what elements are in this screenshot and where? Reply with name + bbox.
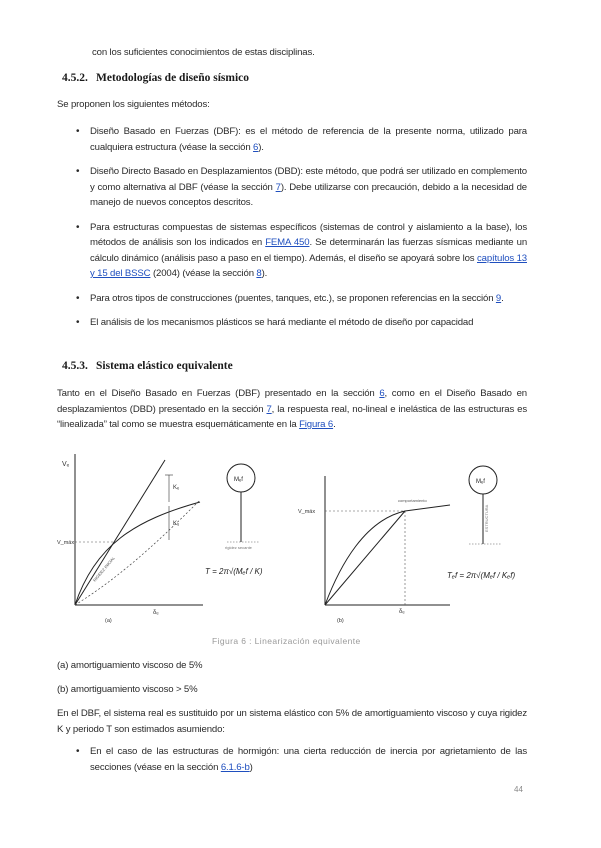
dbf-assumptions-list <box>76 744 527 775</box>
page-number: 44 <box>514 785 523 794</box>
fema-link[interactable]: FEMA 450 <box>265 237 310 248</box>
bssc-link[interactable]: capítulos 13 y 15 del BSSC <box>90 252 527 279</box>
section-link[interactable]: 9 <box>495 292 502 304</box>
section-link[interactable]: 6.1.6-b <box>220 761 250 773</box>
section-title: Metodologías de diseño sísmico <box>96 72 250 84</box>
section-link[interactable]: 7 <box>275 181 281 193</box>
formula-left: T = 2π√(Mₑf / K) <box>205 567 263 576</box>
methods-list <box>76 124 527 331</box>
ku-label: Kᵤ <box>173 521 180 527</box>
x-axis-label: δₑ <box>153 610 159 616</box>
section-title: Sistema elástico equivalente <box>96 360 233 372</box>
left-diagram <box>57 454 263 624</box>
rigid-label: RIGIDEZ INICIAL <box>91 555 116 583</box>
list-item: • Diseño Directo Basado en Desplazamientos (DBD): este método, que podrá ser utilizado en complemento y como alternativa al DBF (véase la sección 7). Debe utilizarse con precaución, debido a la necesidad de manejo de nuevos conceptos descritos. <box>76 164 527 211</box>
list-item: • En el caso de las estructuras de hormigón: una cierta reducción de inercia por agrietamiento de las secciones (véase en la sección 6.1.6-b) <box>76 744 527 775</box>
x-axis-label: δₑ <box>399 609 405 615</box>
y-axis-label: Vₑ <box>62 461 70 468</box>
mass-label: Mₑf <box>234 477 243 483</box>
origin-label: (a) <box>105 618 112 624</box>
real-curve <box>75 502 200 605</box>
real-curve <box>325 505 450 605</box>
formula-right: Tₑf = 2π√(Mₑf / Kₑf) <box>447 571 516 580</box>
section-link[interactable]: 8 <box>256 268 262 279</box>
linearization-paragraph: Tanto en el Diseño Basado en Fuerzas (DBF) presentado en la sección 6, como en el Diseño Basado en desplazamientos (DBD) presentado en la sección 7, la respuesta real, no-lineal e inelástica de las estructuras es “linealizada” tal como se muestra esquemáticamente en la Figura 6. <box>57 388 527 430</box>
section-number: 4.5.2. <box>62 72 88 84</box>
mass-label: Mₑf <box>476 479 485 485</box>
origin-label: (b) <box>337 618 344 624</box>
section-heading-453 <box>62 360 233 372</box>
secant-line <box>75 500 200 605</box>
section-link[interactable]: 6 <box>379 388 385 399</box>
list-item: • El análisis de los mecanismos plásticos se hará mediante el método de diseño por capacidad <box>76 315 527 331</box>
item-b: (b) amortiguamiento viscoso > 5% <box>57 684 198 695</box>
section-link[interactable]: 6 <box>253 141 259 153</box>
vmax-label: V_máx <box>57 540 75 546</box>
linearization-figure <box>55 450 535 630</box>
list-item: • Para otros tipos de construcciones (puentes, tanques, etc.), se proponen referencias en la sección 9. <box>76 291 527 307</box>
top-label: comportamiento <box>398 498 427 503</box>
elastic-line <box>75 460 165 605</box>
right-diagram <box>298 466 515 624</box>
figure-caption: Figura 6 : Linearización equivalente <box>212 636 361 646</box>
item-a: (a) amortiguamiento viscoso de 5% <box>57 660 203 671</box>
section-number: 4.5.3. <box>62 360 88 372</box>
intro-line: con los suficientes conocimientos de estas disciplinas. <box>92 47 315 58</box>
secant-label: rigidez secante <box>225 545 252 550</box>
vmax-label: V_máx <box>298 509 316 515</box>
secant-line <box>325 511 405 605</box>
list-item: • Para estructuras compuestas de sistemas específicos (sistemas de control y aislamiento a la base), los métodos de análisis son los indicados en FEMA 450. Se determinarán las fuerzas sísmicas mediante un cálculo dinámico (análisis paso a paso en el tiempo). Además, el diseño se apoyará sobre los capítulos 13 y 15 del BSSC (2004) (véase la sección 8). <box>76 220 527 282</box>
figure-link[interactable]: Figura 6 <box>299 419 334 430</box>
dbf-paragraph: En el DBF, el sistema real es sustituido por un sistema elástico con 5% de amortiguamiento viscoso y cuya rigidez K y periodo T son estimados asumiendo: <box>57 708 527 735</box>
stem-label: ESTRUCTURA <box>484 504 489 532</box>
methods-intro: Se proponen los siguientes métodos: <box>57 99 210 110</box>
section-link[interactable]: 7 <box>266 403 272 415</box>
section-heading-452 <box>62 72 249 84</box>
ke-label: Kₑ <box>173 485 180 491</box>
list-item: • Diseño Basado en Fuerzas (DBF): es el método de referencia de la presente norma, utilizado para cualquiera estructura (véase la sección 6). <box>76 124 527 155</box>
